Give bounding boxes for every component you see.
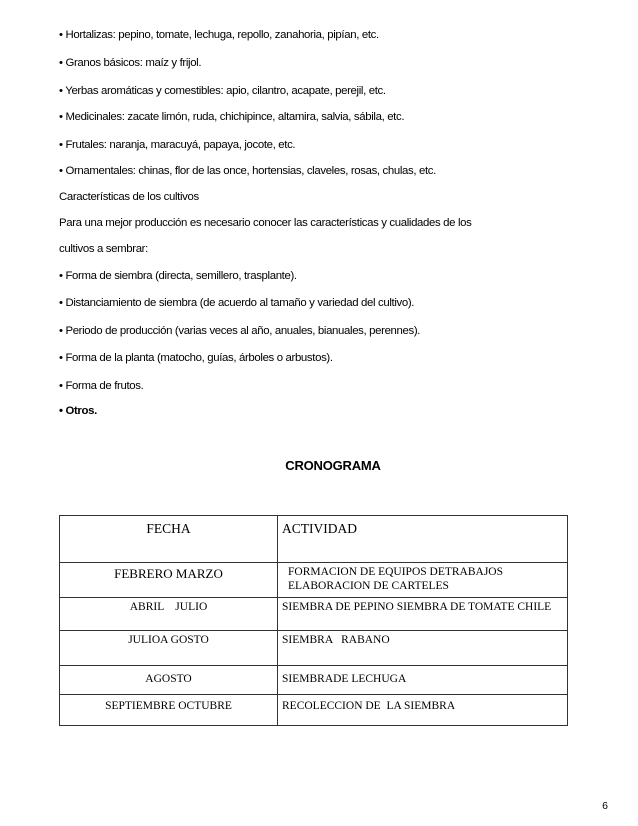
list-item-yerbas: • Yerbas aromáticas y comestibles: apio, cilantro, acapate, perejil, etc.: [59, 85, 386, 97]
list-item-forma-frutos: • Forma de frutos.: [59, 380, 144, 392]
list-item-otros: • Otros.: [59, 405, 97, 417]
paragraph-line-2: cultivos a sembrar:: [59, 243, 148, 255]
paragraph-line-1: Para una mejor producción es necesario conocer las características y cualidades de los: [59, 217, 472, 229]
list-item-ornamentales: • Ornamentales: chinas, flor de las once, hortensias, claveles, rosas, chulas, etc.: [59, 165, 436, 177]
table-row: [60, 666, 568, 695]
header-fecha: FECHA: [60, 516, 278, 563]
cell-fecha: SEPTIEMBRE OCTUBRE: [60, 695, 278, 726]
table-row: [60, 631, 568, 666]
table-row: [60, 598, 568, 631]
table-header-row: [60, 516, 568, 563]
list-item-hortalizas: • Hortalizas: pepino, tomate, lechuga, repollo, zanahoria, pipían, etc.: [59, 29, 379, 41]
cell-fecha: FEBRERO MARZO: [60, 563, 278, 598]
cell-actividad: RECOLECCION DE LA SIEMBRA: [278, 695, 568, 726]
cronograma-heading: CRONOGRAMA: [285, 458, 381, 473]
list-item-granos: • Granos básicos: maíz y frijol.: [59, 57, 202, 69]
cell-actividad: SIEMBRA DE PEPINO SIEMBRA DE TOMATE CHILE: [278, 598, 568, 631]
list-item-distanciamiento: • Distanciamiento de siembra (de acuerdo al tamaño y variedad del cultivo).: [59, 297, 415, 309]
list-item-forma-planta: • Forma de la planta (matocho, guías, árboles o arbustos).: [59, 352, 333, 364]
cell-actividad: SIEMBRADE LECHUGA: [278, 666, 568, 695]
cell-fecha: AGOSTO: [60, 666, 278, 695]
cronograma-table: [59, 515, 568, 726]
cell-actividad: SIEMBRA RABANO: [278, 631, 568, 666]
cell-fecha: JULIOA GOSTO: [60, 631, 278, 666]
header-actividad: ACTIVIDAD: [278, 516, 568, 563]
list-item-periodo: • Periodo de producción (varias veces al año, anuales, bianuales, perennes).: [59, 325, 421, 337]
table-row: [60, 695, 568, 726]
list-item-forma-siembra: • Forma de siembra (directa, semillero, trasplante).: [59, 270, 297, 282]
section-title-caracteristicas: Características de los cultivos: [59, 191, 199, 203]
cell-fecha: ABRIL JULIO: [60, 598, 278, 631]
page-number: 6: [602, 800, 608, 812]
table-row: [60, 563, 568, 598]
cell-actividad: FORMACION DE EQUIPOS DETRABAJOS ELABORACION DE CARTELES: [278, 563, 568, 598]
list-item-frutales: • Frutales: naranja, maracuyá, papaya, jocote, etc.: [59, 139, 296, 151]
list-item-medicinales: • Medicinales: zacate limón, ruda, chichipince, altamira, salvia, sábila, etc.: [59, 111, 405, 123]
